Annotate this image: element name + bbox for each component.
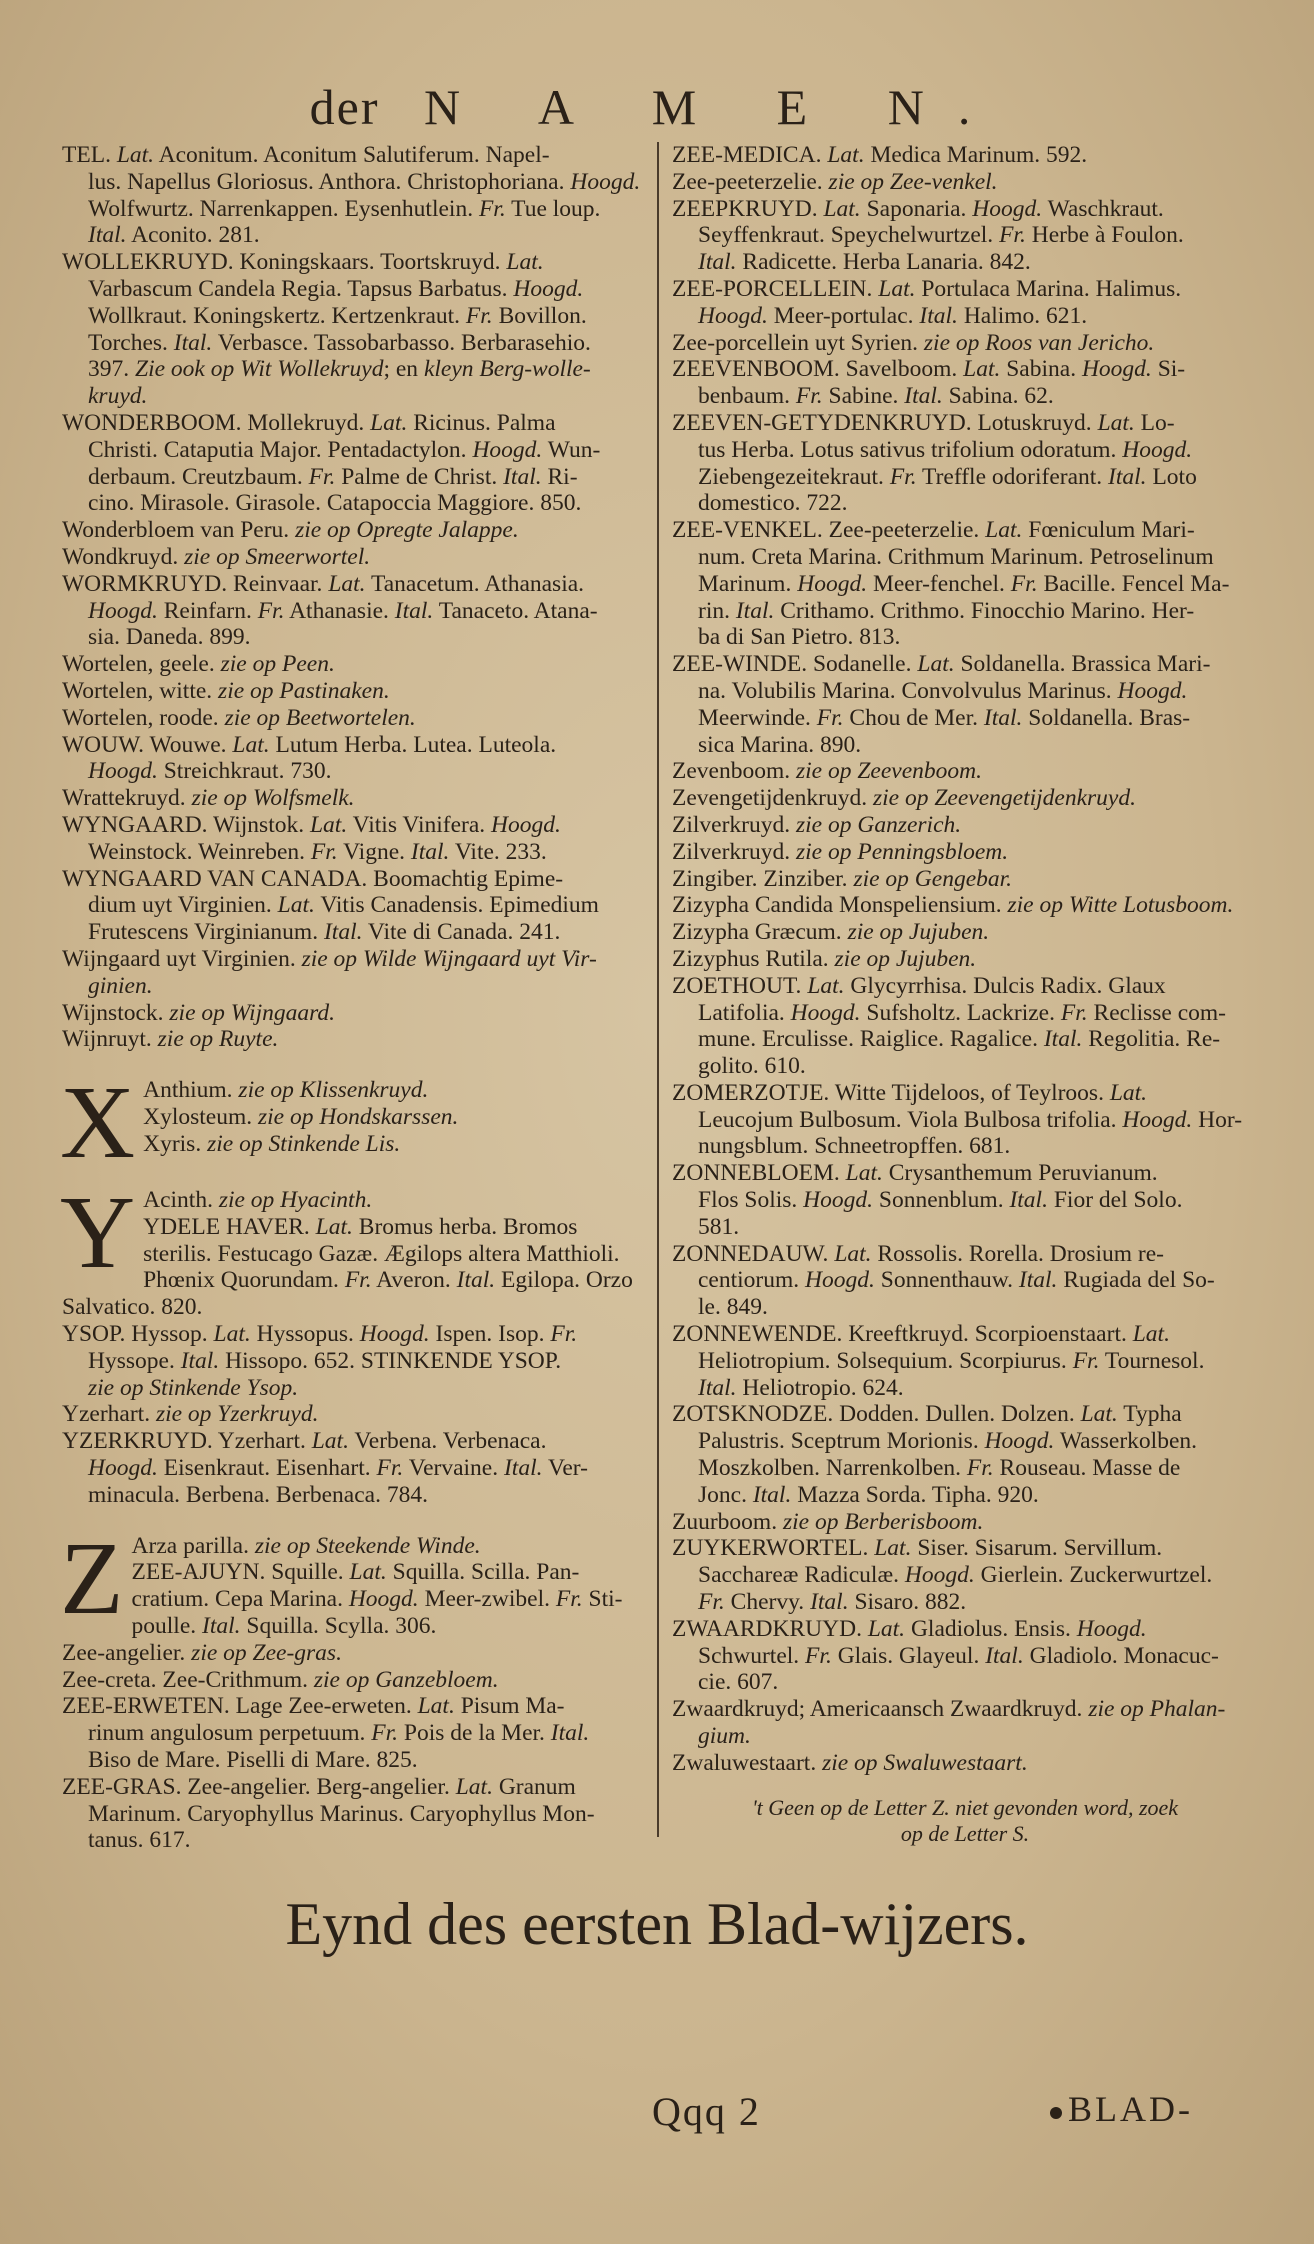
entry-line: ZOETHOUT. Lat. Glycyrrhisa. Dulcis Radix. Glaux [672, 972, 1166, 999]
right-column [672, 142, 1258, 1847]
entry-line: Frutescens Virginianum. Ital. Vite di Canada. 241. [88, 919, 561, 946]
header-small: der [309, 79, 380, 135]
entry-line: ZEE-ERWETEN. Lage Zee-erweten. Lat. Pisum Ma- [62, 1693, 565, 1720]
entry-line: Moszkolben. Narrenkolben. Fr. Rouseau. Masse de [698, 1455, 1181, 1482]
entry-line: ginien. [88, 972, 153, 999]
entry-line: Sacchareæ Radiculæ. Hoogd. Gierlein. Zuckerwurtzel. [698, 1562, 1213, 1589]
entry-line: golito. 610. [698, 1053, 806, 1080]
entry-line: Zilverkruyd. zie op Penningsbloem. [672, 838, 1009, 865]
entry-line: TEL. Lat. Aconitum. Aconitum Salutiferum. Napel- [62, 142, 550, 168]
entry-line: Hoogd. Meer-portulac. Ital. Halimo. 621. [698, 302, 1088, 329]
entry-line: Arza parilla. zie op Steekende Winde. [131, 1532, 481, 1559]
entry-line: Wollkraut. Koningskertz. Kertzenkraut. Fr. Bovillon. [88, 302, 587, 329]
entry-line: cratium. Cepa Marina. Hoogd. Meer-zwibel. Fr. Sti- [131, 1586, 623, 1613]
entry-line: WORMKRUYD. Reinvaar. Lat. Tanacetum. Athanasia. [62, 570, 585, 597]
entry-line: WOLLEKRUYD. Koningskaars. Toortskruyd. Lat. [62, 249, 544, 276]
entry-line: Anthium. zie op Klissenkruyd. [143, 1077, 429, 1104]
entry-line: Hoogd. Eisenkraut. Eisenhart. Fr. Vervaine. Ital. Ver- [88, 1455, 588, 1482]
entries-y [62, 1321, 662, 1509]
entry-line: lus. Napellus Gloriosus. Anthora. Christophoriana. Hoogd. [88, 168, 641, 195]
entry-line: domestico. 722. [698, 490, 848, 517]
entry-line: le. 849. [698, 1294, 768, 1321]
entry-line: Zevenboom. zie op Zeevenboom. [672, 758, 982, 785]
catchword [1050, 2088, 1193, 2130]
entry-line: ZONNEDAUW. Lat. Rossolis. Rorella. Drosium re- [672, 1240, 1164, 1267]
entry-line: Zee-porcellein uyt Syrien. zie op Roos van Jericho. [672, 329, 1155, 356]
closing-note [672, 1795, 1258, 1847]
entry-line: cie. 607. [698, 1669, 779, 1696]
entry-line: Ital. Aconito. 281. [88, 222, 260, 249]
entry-line: Marinum. Caryophyllus Marinus. Caryophyllus Mon- [88, 1800, 595, 1827]
entry-line: Torches. Ital. Verbasce. Tassobarbasso. Berbarasehio. [88, 329, 591, 356]
entry-line: tus Herba. Lotus sativus trifolium odoratum. Hoogd. [698, 436, 1193, 463]
catchword-text: BLAD- [1068, 2089, 1193, 2129]
entry-line: cino. Mirasole. Girasole. Catapoccia Maggiore. 850. [88, 490, 582, 517]
entry-line: minacula. Berbena. Berbenaca. 784. [88, 1481, 428, 1508]
entry-line: Fr. Chervy. Ital. Sisaro. 882. [698, 1589, 967, 1616]
entry-line: ZEE-MEDICA. Lat. Medica Marinum. 592. [672, 142, 1088, 168]
entry-line: Weinstock. Weinreben. Fr. Vigne. Ital. Vite. 233. [88, 838, 547, 865]
entry-line: Wonderbloem van Peru. zie op Opregte Jalappe. [62, 517, 519, 544]
entry-line: dium uyt Virginien. Lat. Vitis Canadensis. Epimedium [88, 892, 599, 919]
entry-line: Jonc. Ital. Mazza Sorda. Tipha. 920. [698, 1481, 1039, 1508]
entry-line: Acinth. zie op Hyacinth. [143, 1187, 373, 1214]
entry-line: Biso de Mare. Piselli di Mare. 825. [88, 1747, 418, 1774]
entry-line: Seyffenkraut. Speychelwurtzel. Fr. Herbe à Foulon. [698, 222, 1184, 249]
entry-line: Wolfwurtz. Narrenkappen. Eysenhutlein. Fr. Tue loup. [88, 195, 601, 222]
note-line-1: 't Geen op de Letter Z. niet gevonden word, zoek [751, 1794, 1179, 1820]
entry-line: rin. Ital. Crithamo. Crithmo. Finocchio Marino. Her- [698, 597, 1195, 624]
entry-line: Marinum. Hoogd. Meer-fenchel. Fr. Bacille. Fencel Ma- [698, 570, 1230, 597]
entry-line: Zilverkruyd. zie op Ganzerich. [672, 811, 962, 838]
entry-line: Hoogd. Reinfarn. Fr. Athanasie. Ital. Tanaceto. Atana- [88, 597, 598, 624]
entry-line: Zizypha Candida Monspeliensium. zie op Witte Lotusboom. [672, 892, 1234, 919]
entry-line: na. Volubilis Marina. Convolvulus Marinus. Hoogd. [698, 677, 1188, 704]
entry-line: WYNGAARD. Wijnstok. Lat. Vitis Vinifera. Hoogd. [62, 811, 561, 838]
entry-line: Hyssope. Ital. Hissopo. 652. STINKENDE YSOP. [88, 1347, 562, 1374]
entry-line: Wijnstock. zie op Wijngaard. [62, 999, 335, 1026]
entry-line: Heliotropium. Solsequium. Scorpiurus. Fr. Tournesol. [698, 1347, 1205, 1374]
entry-line: Wortelen, geele. zie op Peen. [62, 651, 335, 678]
section-z [60, 1520, 662, 1640]
entry-line: Wijngaard uyt Virginien. zie op Wilde Wijngaard uyt Vir- [62, 945, 597, 972]
entry-line: Meerwinde. Fr. Chou de Mer. Ital. Soldanella. Bras- [698, 704, 1191, 731]
entry-line: 397. Zie ook op Wit Wollekruyd; en kleyn Berg-wolle- [88, 356, 591, 383]
entry-line: Zuurboom. zie op Berberisboom. [672, 1508, 984, 1535]
entries-w [62, 142, 662, 1053]
entry-line: nungsblum. Schneetropffen. 681. [698, 1133, 1011, 1160]
entry-line: Zwaluwestaart. zie op Swaluwestaart. [672, 1749, 1028, 1776]
section-x [60, 1065, 662, 1181]
entry-line: Zevengetijdenkruyd. zie op Zeevengetijdenkruyd. [672, 785, 1136, 812]
entry-line: kruyd. [88, 383, 148, 410]
signature-mark: Qqq 2 [652, 2089, 761, 2134]
header-caps: N A M E N. [424, 79, 1005, 135]
entry-line: ZEEVENBOOM. Savelboom. Lat. Sabina. Hoogd. Si- [672, 356, 1186, 383]
entry-line: ZUYKERWORTEL. Lat. Siser. Sisarum. Servillum. [672, 1535, 1163, 1562]
entry-line: poulle. Ital. Squilla. Scylla. 306. [131, 1613, 437, 1640]
entry-line: WONDERBOOM. Mollekruyd. Lat. Ricinus. Palma [62, 409, 556, 436]
entries-z-right [672, 142, 1258, 1777]
entry-line: Wrattekruyd. zie op Wolfsmelk. [62, 785, 355, 812]
entry-line: ZEE-GRAS. Zee-angelier. Berg-angelier. Lat. Granum [62, 1773, 576, 1800]
entry-line: Phœnix Quorundam. Fr. Averon. Ital. Egilopa. Orzo [143, 1267, 633, 1294]
entry-line: centiorum. Hoogd. Sonnenthauw. Ital. Rugiada del So- [698, 1267, 1215, 1294]
entry-line: sterilis. Festucago Gazæ. Ægilops altera Matthioli. [143, 1240, 620, 1267]
entry-line: ZEEVEN-GETYDENKRUYD. Lotuskruyd. Lat. Lo- [672, 409, 1175, 436]
entry-line: Varbascum Candela Regia. Tapsus Barbatus. Hoogd. [88, 275, 584, 302]
entry-line: derbaum. Creutzbaum. Fr. Palme de Christ. Ital. Ri- [88, 463, 578, 490]
entry-line: ZOMERZOTJE. Witte Tijdeloos, of Teylroos. Lat. [672, 1079, 1148, 1106]
entry-line: mune. Erculisse. Raiglice. Ragalice. Ital. Regolitia. Re- [698, 1026, 1221, 1053]
entry-line: gium. [698, 1723, 751, 1750]
entry-line: Christi. Cataputia Major. Pentadactylon. Hoogd. Wun- [88, 436, 601, 463]
entry-line: Latifolia. Hoogd. Sufsholtz. Lackrize. Fr. Reclisse com- [698, 999, 1227, 1026]
entry-line: Wortelen, witte. zie op Pastinaken. [62, 677, 390, 704]
entry-line: Ziebengezeitekraut. Fr. Treffle odoriferant. Ital. Loto [698, 463, 1197, 490]
entry-line: Leucojum Bulbosum. Viola Bulbosa trifolia. Hoogd. Hor- [698, 1106, 1243, 1133]
entry-line: ZONNEBLOEM. Lat. Crysanthemum Peruvianum. [672, 1160, 1158, 1187]
entry-line: Zee-peeterzelie. zie op Zee-venkel. [672, 168, 998, 195]
entry-line: Yzerhart. zie op Yzerkruyd. [62, 1401, 319, 1428]
entry-line: Zee-creta. Zee-Crithmum. zie op Ganzebloem. [62, 1666, 499, 1693]
entry-line: ba di San Pietro. 813. [698, 624, 901, 651]
entry-line: Hoogd. Streichkraut. 730. [88, 758, 332, 785]
entry-line: sia. Daneda. 899. [88, 624, 251, 651]
entry-line: WYNGAARD VAN CANADA. Boomachtig Epime- [62, 865, 564, 892]
entry-line: ZEE-VENKEL. Zee-peeterzelie. Lat. Fœniculum Mari- [672, 517, 1195, 544]
entry-line: Zwaardkruyd; Americaansch Zwaardkruyd. zie op Phalan- [672, 1696, 1226, 1723]
entry-line: YSOP. Hyssop. Lat. Hyssopus. Hoogd. Ispen. Isop. Fr. [62, 1321, 578, 1348]
drop-cap-x: X [60, 1065, 136, 1181]
entry-line: ZONNEWENDE. Kreeftkruyd. Scorpioenstaart. Lat. [672, 1321, 1170, 1348]
entry-line: ZEE-WINDE. Sodanelle. Lat. Soldanella. Brassica Mari- [672, 651, 1211, 678]
entry-line: Palustris. Sceptrum Morionis. Hoogd. Wasserkolben. [698, 1428, 1197, 1455]
entry-line: zie op Stinkende Ysop. [88, 1374, 299, 1401]
entry-line: Ital. Radicette. Herba Lanaria. 842. [698, 249, 1031, 276]
left-column [62, 142, 662, 1854]
note-line-2: op de Letter S. [900, 1820, 1030, 1846]
entry-line: Zee-angelier. zie op Zee-gras. [62, 1639, 342, 1666]
entry-line: Zingiber. Zinziber. zie op Gengebar. [672, 865, 1013, 892]
entry-line: ZEEPKRUYD. Lat. Saponaria. Hoogd. Waschkraut. [672, 195, 1164, 222]
entry-line: rinum angulosum perpetuum. Fr. Pois de la Mer. Ital. [88, 1720, 590, 1747]
entry-line: Ital. Heliotropio. 624. [698, 1374, 904, 1401]
section-y [60, 1175, 662, 1321]
entry-line: tanus. 617. [88, 1827, 191, 1854]
drop-cap-y: Y [60, 1175, 136, 1291]
closing-title: Eynd des eersten Blad-wijzers. [285, 1891, 1029, 1957]
entry-line: YZERKRUYD. Yzerhart. Lat. Verbena. Verbenaca. [62, 1428, 547, 1455]
bullet-icon [1050, 2107, 1062, 2119]
entry-line: benbaum. Fr. Sabine. Ital. Sabina. 62. [698, 383, 1054, 410]
entry-line: ZEE-PORCELLEIN. Lat. Portulaca Marina. Halimus. [672, 275, 1182, 302]
entry-line: Xylosteum. zie op Hondskarssen. [143, 1103, 459, 1130]
entry-line: num. Creta Marina. Crithmum Marinum. Petroselinum [698, 543, 1214, 570]
entry-line: WOUW. Wouwe. Lat. Lutum Herba. Lutea. Luteola. [62, 731, 557, 758]
entry-line: ZEE-AJUYN. Squille. Lat. Squilla. Scilla. Pan- [131, 1559, 580, 1586]
entry-line: Schwurtel. Fr. Glais. Glayeul. Ital. Gladiolo. Monacuc- [698, 1642, 1219, 1669]
entry-line: ZWAARDKRUYD. Lat. Gladiolus. Ensis. Hoogd. [672, 1615, 1147, 1642]
entry-line: Wijnruyt. zie op Ruyte. [62, 1026, 279, 1053]
entry-line: Xyris. zie op Stinkende Lis. [143, 1130, 401, 1157]
entry-line: 581. [698, 1213, 740, 1240]
entry-line: Salvatico. 820. [62, 1294, 203, 1321]
entry-line: ZOTSKNODZE. Dodden. Dullen. Dolzen. Lat. Typha [672, 1401, 1182, 1428]
entry-line: Flos Solis. Hoogd. Sonnenblum. Ital. Fior del Solo. [698, 1187, 1183, 1214]
entry-line: sica Marina. 890. [698, 731, 862, 758]
entry-line: Zizyphus Rutila. zie op Jujuben. [672, 945, 977, 972]
entry-line: Wortelen, roode. zie op Beetwortelen. [62, 704, 416, 731]
drop-cap-z: Z [60, 1520, 124, 1636]
running-header [0, 78, 1314, 136]
entry-line: Zizypha Græcum. zie op Jujuben. [672, 919, 990, 946]
entry-line: YDELE HAVER. Lat. Bromus herba. Bromos [143, 1213, 578, 1240]
entries-z [62, 1640, 662, 1854]
entry-line: Wondkruyd. zie op Smeerwortel. [62, 543, 371, 570]
